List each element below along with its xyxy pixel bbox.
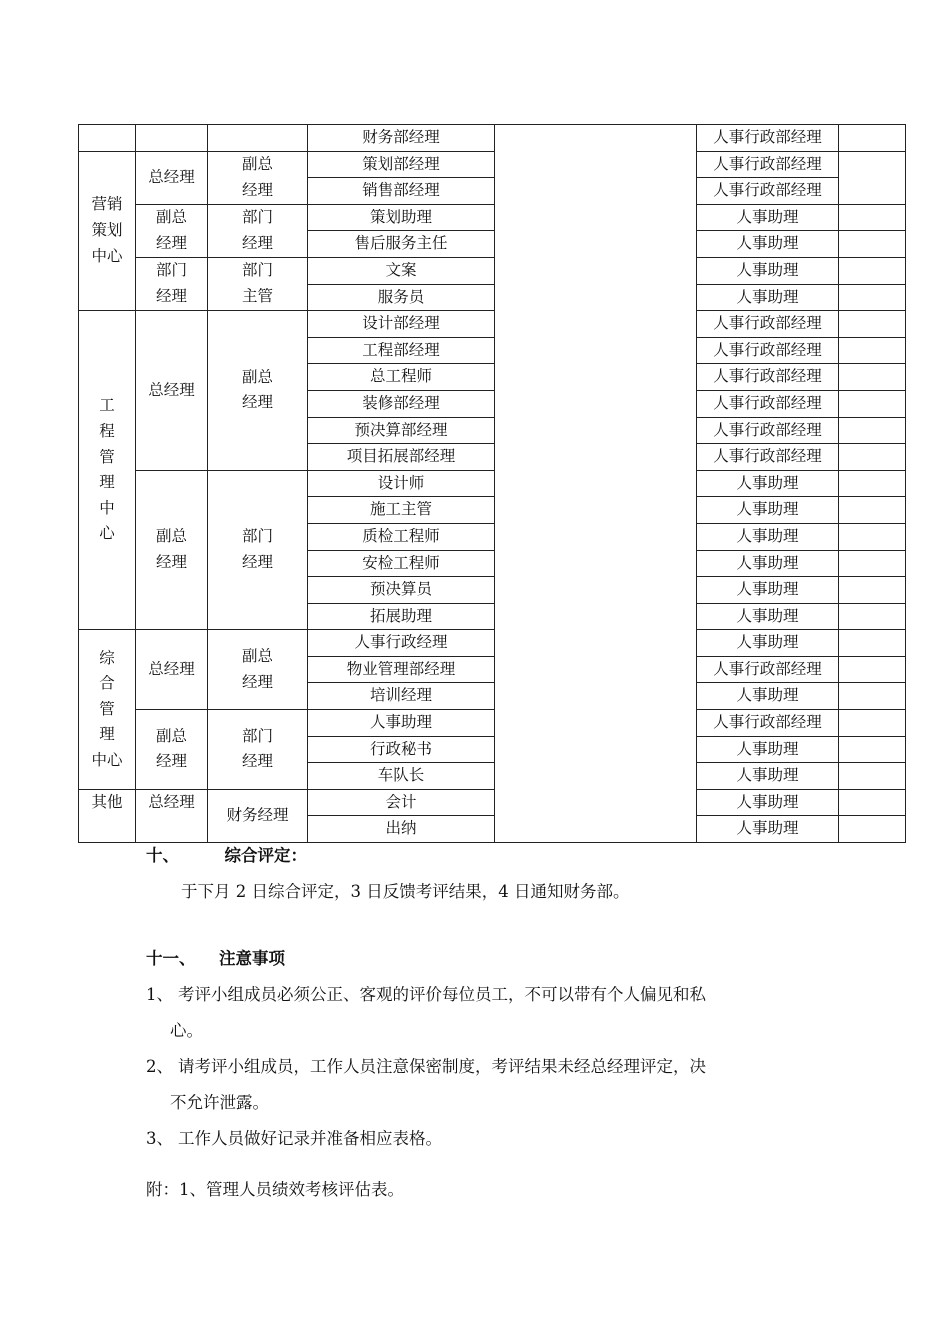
table-cell-empty [839, 630, 906, 657]
table-cell-empty [79, 125, 136, 152]
list-item-text: 考评小组成员必须公正、客观的评价每位员工，不可以带有个人偏见和私 [178, 985, 706, 1004]
position-cell: 物业管理部经理 [308, 656, 495, 683]
position-cell: 策划助理 [308, 204, 495, 231]
role-general-manager: 总经理 [136, 311, 208, 471]
position-cell: 培训经理 [308, 683, 495, 710]
table-cell-empty [839, 789, 906, 816]
evaluator-cell: 人事助理 [697, 497, 839, 524]
role-vice-general-manager: 副总 经理 [136, 204, 208, 257]
table-cell-empty [839, 417, 906, 444]
evaluator-cell: 人事助理 [697, 789, 839, 816]
evaluator-cell: 人事行政部经理 [697, 710, 839, 737]
table-cell-empty [839, 497, 906, 524]
position-cell: 销售部经理 [308, 178, 495, 205]
list-item-continuation: 心。 [170, 1021, 203, 1040]
role-department-manager: 部门 经理 [208, 204, 308, 257]
role-department-manager: 部门 经理 [136, 257, 208, 310]
evaluator-cell: 人事行政部经理 [697, 337, 839, 364]
position-cell: 人事行政经理 [308, 630, 495, 657]
list-item-number: 2、 [146, 1057, 173, 1076]
list-item [146, 1049, 826, 1121]
table-cell-empty [839, 444, 906, 471]
table-cell-empty [839, 390, 906, 417]
evaluator-cell: 人事行政部经理 [697, 151, 839, 178]
list-item-number: 3、 [146, 1129, 173, 1148]
center-general-management: 综合 管理 中心 [79, 630, 136, 790]
position-cell: 设计部经理 [308, 311, 495, 338]
evaluator-cell: 人事行政部经理 [697, 311, 839, 338]
table-cell-empty [839, 656, 906, 683]
position-cell: 售后服务主任 [308, 231, 495, 258]
position-cell: 项目拓展部经理 [308, 444, 495, 471]
position-cell: 施工主管 [308, 497, 495, 524]
position-cell: 文案 [308, 257, 495, 284]
position-cell: 出纳 [308, 816, 495, 843]
position-cell: 预决算员 [308, 577, 495, 604]
role-vice-general-manager: 副总 经理 [136, 470, 208, 630]
list-item [146, 977, 826, 1049]
evaluator-cell: 人事助理 [697, 284, 839, 311]
evaluator-cell: 人事行政部经理 [697, 656, 839, 683]
table-cell-empty [839, 736, 906, 763]
role-department-manager: 部门 经理 [208, 710, 308, 790]
evaluator-cell: 人事助理 [697, 257, 839, 284]
position-cell: 安检工程师 [308, 550, 495, 577]
evaluator-cell: 人事行政部经理 [697, 178, 839, 205]
table-cell-empty [839, 257, 906, 284]
evaluator-cell: 人事助理 [697, 550, 839, 577]
role-vice-general-manager: 副总 经理 [136, 710, 208, 790]
list-item-text: 工作人员做好记录并准备相应表格。 [178, 1129, 442, 1148]
table-cell-empty [839, 603, 906, 630]
position-cell: 总工程师 [308, 364, 495, 391]
position-cell: 行政秘书 [308, 736, 495, 763]
section-11-heading [146, 941, 285, 977]
section-10-heading [146, 838, 307, 874]
position-cell: 拓展助理 [308, 603, 495, 630]
evaluator-cell: 人事助理 [697, 231, 839, 258]
list-item-number: 1、 [146, 985, 173, 1004]
list-item-continuation: 不允许泄露。 [170, 1093, 269, 1112]
table-cell-empty [839, 231, 906, 258]
center-marketing: 营销 策划 中心 [79, 151, 136, 311]
role-general-manager: 总经理 [136, 630, 208, 710]
role-vice-general-manager: 副总 经理 [208, 630, 308, 710]
attachment-note: 附：1、管理人员绩效考核评估表。 [146, 1180, 404, 1199]
position-cell: 会计 [308, 789, 495, 816]
table-cell-empty [136, 125, 208, 152]
evaluator-cell: 人事助理 [697, 204, 839, 231]
evaluator-cell: 人事行政部经理 [697, 125, 839, 152]
role-general-manager: 总经理 [136, 789, 208, 842]
evaluator-cell: 人事助理 [697, 763, 839, 790]
role-vice-general-manager: 副总 经理 [208, 311, 308, 471]
section-10-body: 于下月 2 日综合评定，3 日反馈考评结果，4 日通知财务部。 [181, 882, 630, 901]
evaluator-cell: 人事助理 [697, 470, 839, 497]
position-cell: 财务部经理 [308, 125, 495, 152]
table-cell-empty [839, 523, 906, 550]
position-cell: 工程部经理 [308, 337, 495, 364]
table-cell-empty [839, 577, 906, 604]
section-10-title: 综合评定： [224, 846, 307, 865]
evaluator-cell: 人事助理 [697, 523, 839, 550]
table-cell-empty [839, 710, 906, 737]
role-general-manager: 总经理 [136, 151, 208, 204]
evaluation-table [78, 124, 906, 843]
center-other: 其他 [79, 789, 136, 842]
table-cell-empty [839, 816, 906, 843]
evaluator-cell: 人事助理 [697, 603, 839, 630]
table-cell-empty [839, 125, 906, 152]
table-cell-empty [839, 364, 906, 391]
section-11-number: 十一、 [146, 949, 196, 968]
evaluator-cell: 人事助理 [697, 736, 839, 763]
position-cell: 质检工程师 [308, 523, 495, 550]
section-10-number: 十、 [146, 846, 179, 865]
table-cell-empty [208, 125, 308, 152]
position-cell: 设计师 [308, 470, 495, 497]
role-department-supervisor: 部门 主管 [208, 257, 308, 310]
position-cell: 装修部经理 [308, 390, 495, 417]
evaluator-cell: 人事行政部经理 [697, 390, 839, 417]
evaluator-cell: 人事行政部经理 [697, 417, 839, 444]
table-cell-empty [839, 337, 906, 364]
role-finance-manager: 财务经理 [208, 789, 308, 842]
table-cell-empty [839, 683, 906, 710]
center-engineering: 工 程 管 理 中 心 [79, 311, 136, 630]
role-vice-general-manager: 副总 经理 [208, 151, 308, 204]
evaluator-cell: 人事行政部经理 [697, 444, 839, 471]
evaluator-cell: 人事助理 [697, 816, 839, 843]
role-department-manager: 部门 经理 [208, 470, 308, 630]
table-cell-empty [839, 204, 906, 231]
list-item [146, 1121, 826, 1157]
section-11-title: 注意事项 [219, 949, 285, 968]
table-cell-empty [839, 550, 906, 577]
evaluator-cell: 人事助理 [697, 630, 839, 657]
evaluator-cell: 人事助理 [697, 683, 839, 710]
table-cell-empty [839, 311, 906, 338]
blank-column [495, 125, 697, 843]
position-cell: 车队长 [308, 763, 495, 790]
position-cell: 策划部经理 [308, 151, 495, 178]
list-item-text: 请考评小组成员，工作人员注意保密制度，考评结果未经总经理评定，决 [178, 1057, 706, 1076]
table-cell-empty [839, 284, 906, 311]
position-cell: 服务员 [308, 284, 495, 311]
position-cell: 预决算部经理 [308, 417, 495, 444]
position-cell: 人事助理 [308, 710, 495, 737]
evaluator-cell: 人事行政部经理 [697, 364, 839, 391]
evaluator-cell: 人事助理 [697, 577, 839, 604]
table-cell-empty [839, 470, 906, 497]
table-cell-empty [839, 151, 906, 204]
table-cell-empty [839, 763, 906, 790]
